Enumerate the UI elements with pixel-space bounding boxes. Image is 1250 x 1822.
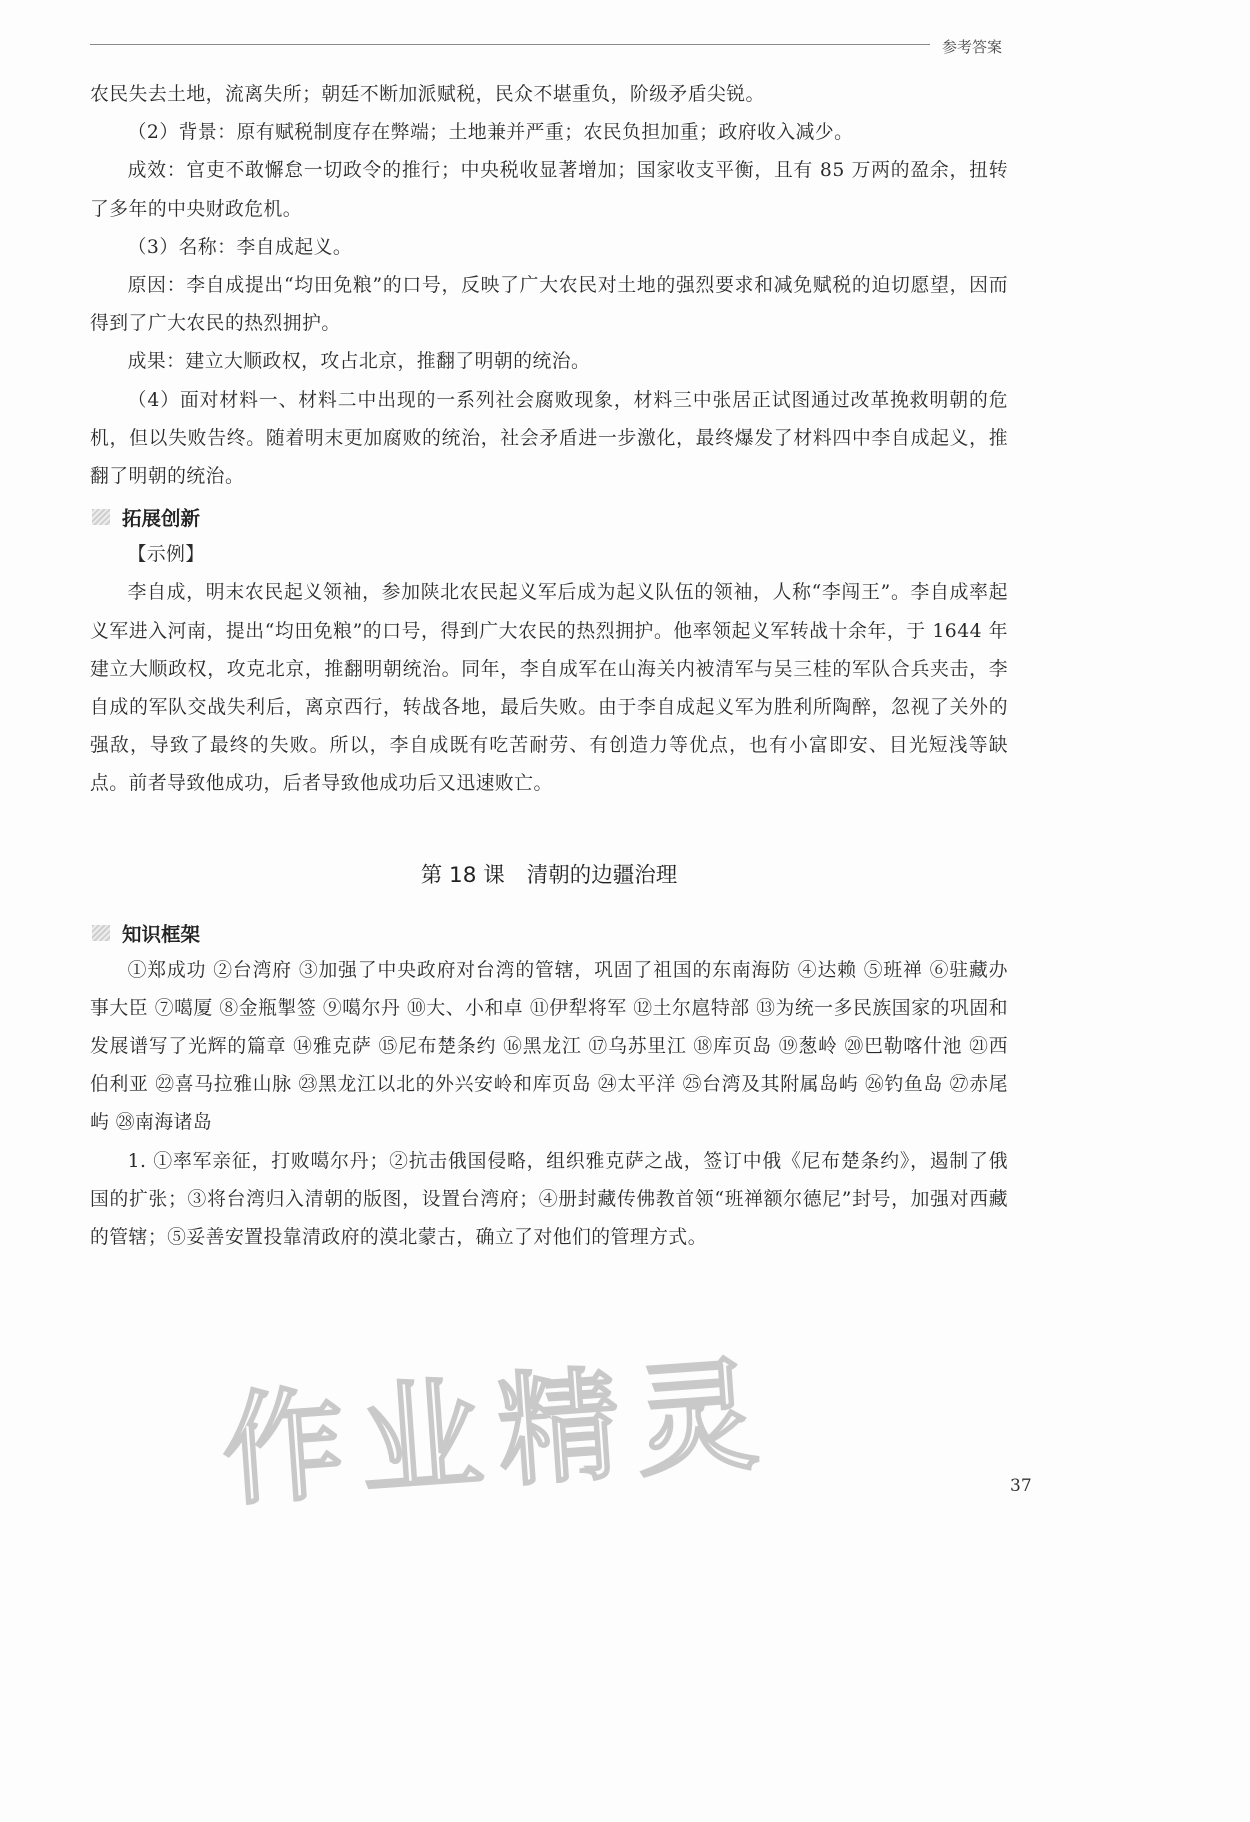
answer-q3-result: 成果：建立大顺政权，攻占北京，推翻了明朝的统治。 [127, 351, 591, 373]
header-rule [90, 44, 930, 45]
page-number: 37 [1010, 1476, 1032, 1496]
page-content [90, 76, 1008, 1257]
running-header: 参考答案 [942, 38, 1003, 56]
answer-q4: （4）面对材料一、材料二中出现的一系列社会腐败现象，材料三中张居正试图通过改革挽救明朝的危机，但以失败告终。随着明末更加腐败的统治，社会矛盾进一步激化，最终爆发了材料四中李自成起义，推翻了明朝的统治。 [90, 389, 1008, 488]
lesson-number: 第 18 课 [420, 862, 505, 888]
section-extension-heading [90, 498, 1008, 536]
section-marker-icon [92, 925, 110, 941]
example-text: 李自成，明末农民起义领袖，参加陕北农民起义军后成为起义队伍的领袖，人称“李闯王”。李自成率起义军进入河南，提出“均田免粮”的口号，得到广大农民的热烈拥护。他率领起义军转战十余年，于 1644 年建立大顺政权，攻克北京，推翻明朝统治。同年，李自成军在山海关内被清军与吴三桂的军队合兵夹击，李自成的军队交战失利后，离京西行，转战各地，最后失败。由于李自成起义军为胜利所陶醉，忽视了关外的强敌，导致了最终的失败。所以，李自成既有吃苦耐劳、有创造力等优点，也有小富即安、目光短浅等缺点。前者导致他成功，后者导致他成功后又迅速败亡。 [90, 582, 1008, 795]
answer-q2-background: （2）背景：原有赋税制度存在弊端；土地兼并严重；农民负担加重；政府收入减少。 [127, 122, 854, 144]
lesson-name: 清朝的边疆治理 [526, 862, 678, 888]
section-framework-heading [90, 914, 1008, 952]
answer-q2-effect: 成效：官吏不敢懈怠一切政令的推行；中央税收显著增加；国家收支平衡，且有 85 万两的盈余，扭转了多年的中央财政危机。 [90, 160, 1008, 220]
answer-q3-name: （3）名称：李自成起义。 [127, 236, 353, 258]
answer-line-top: 农民失去土地，流离失所；朝廷不断加派赋税，民众不堪重负，阶级矛盾尖锐。 [90, 84, 765, 105]
section-title: 拓展创新 [122, 507, 201, 531]
framework-items: ①郑成功 ②台湾府 ③加强了中央政府对台湾的管辖，巩固了祖国的东南海防 ④达赖 ⑤班禅 ⑥驻藏办事大臣 ⑦噶厦 ⑧金瓶掣签 ⑨噶尔丹 ⑩大、小和卓 ⑪伊犁将军 ⑫土尔扈特部 ⑬为统一多民族国家的巩固和发展谱写了光辉的篇章 ⑭雅克萨 ⑮尼布楚条约 ⑯黑龙江 ⑰乌苏里江 ⑱库页岛 ⑲葱岭 ⑳巴勒喀什池 ㉑西伯利亚 ㉒喜马拉雅山脉 ㉓黑龙江以北的外兴安岭和库页岛 ㉔太平洋 ㉕台湾及其附属岛屿 ㉖钓鱼岛 ㉗赤尾屿 ㉘南海诸岛 [90, 959, 1008, 1134]
section-title: 知识框架 [122, 922, 201, 946]
lesson-title [90, 844, 1008, 908]
framework-q1: 1. ①率军亲征，打败噶尔丹；②抗击俄国侵略，组织雅克萨之战，签订中俄《尼布楚条约》，遏制了俄国的扩张；③将台湾归入清朝的版图，设置台湾府；④册封藏传佛教首领“班禅额尔德尼”封号，加强对西藏的管辖；⑤妥善安置投靠清政府的漠北蒙古，确立了对他们的管理方式。 [90, 1150, 1008, 1249]
answer-q3-reason: 原因：李自成提出“均田免粮”的口号，反映了广大农民对土地的强烈要求和减免赋税的迫切愿望，因而得到了广大农民的热烈拥护。 [90, 275, 1008, 335]
example-label: 【示例】 [127, 544, 205, 566]
watermark-text: 作业精灵 [217, 1342, 779, 1524]
section-marker-icon [92, 509, 110, 525]
